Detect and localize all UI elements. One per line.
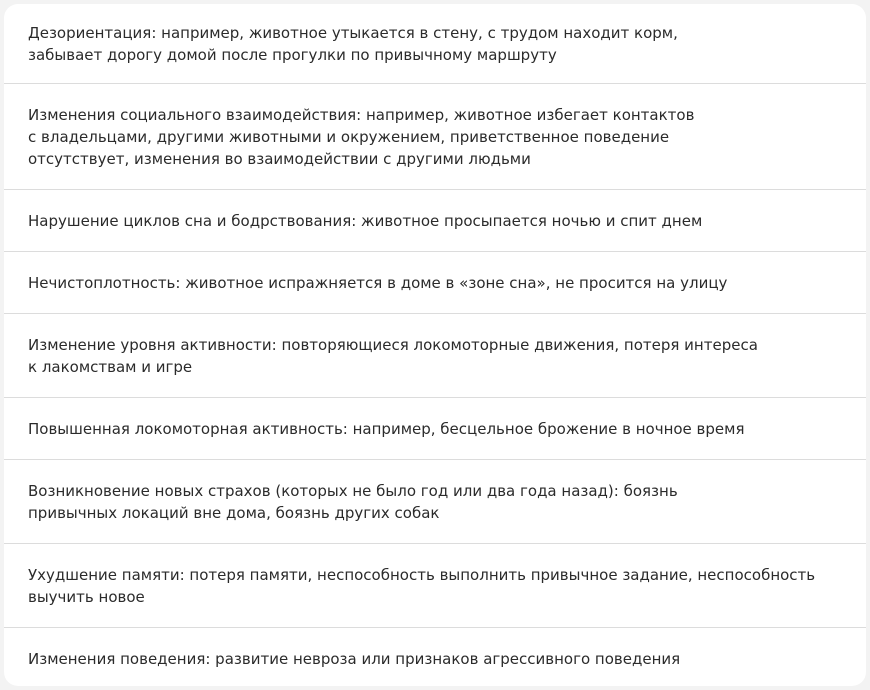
list-item-text: Изменения поведения: развитие невроза или признаков агрессивного поведения — [28, 650, 681, 668]
list-item-sleep-cycle — [4, 190, 866, 252]
list-item-new-fears — [4, 460, 866, 544]
list-item-text: Изменения социального взаимодействия: например, животное избегает контактов с владельцами, другими животными и окружением, приветственное поведение отсутствует, изменения во взаимодействии с другими людьми — [28, 105, 695, 168]
list-item-memory-decline — [4, 544, 866, 628]
list-item-text: Возникновение новых страхов (которых не было год или два года назад): боязнь привычных локаций вне дома, боязнь других собак — [28, 481, 678, 522]
list-item-text: Повышенная локомоторная активность: например, бесцельное брожение в ночное время — [28, 419, 745, 438]
list-item-disorientation — [4, 4, 866, 84]
symptoms-card — [4, 4, 866, 686]
list-item-house-soiling — [4, 252, 866, 314]
symptoms-list — [4, 4, 866, 686]
list-item-text: Нарушение циклов сна и бодрствования: животное просыпается ночью и спит днем — [28, 211, 703, 230]
list-item-text: Дезориентация: например, животное утыкается в стену, с трудом находит корм, забывает дорогу домой после прогулки по привычному маршруту — [28, 23, 678, 64]
list-item-behavior-changes — [4, 628, 866, 686]
list-item-text: Изменение уровня активности: повторяющиеся локомоторные движения, потеря интереса к лакомствам и игре — [28, 335, 758, 376]
list-item-text: Нечистоплотность: животное испражняется в доме в «зоне сна», не просится на улицу — [28, 273, 728, 292]
list-item-activity-level — [4, 314, 866, 398]
list-item-social-interaction — [4, 84, 866, 190]
list-item-text: Ухудшение памяти: потеря памяти, неспособность выполнить привычное задание, неспособность выучить новое — [28, 565, 816, 606]
list-item-locomotor-activity — [4, 398, 866, 460]
